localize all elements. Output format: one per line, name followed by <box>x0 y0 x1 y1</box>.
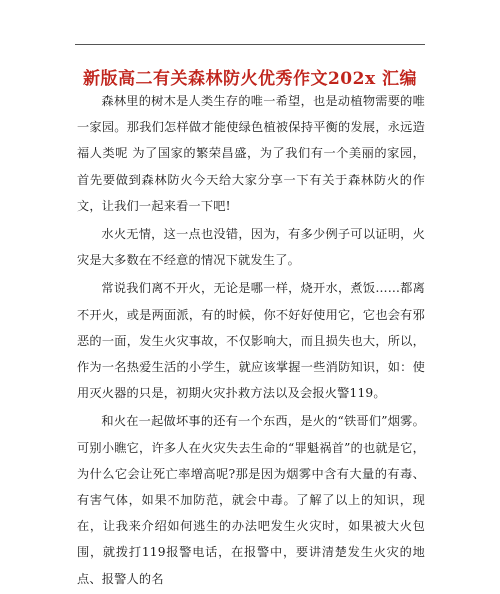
document-title: 新版高二有关森林防火优秀作文202x 汇编 <box>82 69 418 89</box>
paragraph-4: 和火在一起做坏事的还有一个东西，是火的“铁哥们”烟雾。可别小瞧它，许多人在火灾失去生命的“罪魁祸首”的也就是它，为什么它会让死亡率增高呢?那是因为烟雾中含有大量的有毒、有害气体，如果不加防范，就会中毒。了解了以上的知识，现在，让我来介绍如何逃生的办法吧发生火灾时，如果被大火包围，就拨打119报警电话，在报警中，要讲清楚发生火灾的地点、报警人的名 <box>77 414 425 586</box>
paragraph-2: 水火无情，这一点也没错，因为，有多少例子可以证明，火灾是大多数在不经意的情况下就发生了。 <box>77 227 425 268</box>
header-divider <box>75 44 425 45</box>
paragraph-1: 森林里的树木是人类生存的唯一希望，也是动植物需要的唯一家园。那我们怎样做才能使绿色植被保持平衡的发展，永远造福人类呢 为了国家的繁荣昌盛，为了我们有一个美丽的家园，首先要做到森林防火今天给大家分享一下有关于森林防火的作文，让我们一起来看一下吧! <box>77 94 425 213</box>
document-body <box>77 88 425 594</box>
paragraph-3: 常说我们离不开火，无论是哪一样，烧开水，煮饭……都离不开火，或是两面派，有的时候，你不好好使用它，它也会有邪恶的一面，发生火灾事故，不仅影响大，而且损失也大，所以，作为一名热爱生活的小学生，就应该掌握一些消防知识，如：使用灭火器的只是，初期火灾扑救方法以及会报火警119。 <box>77 281 425 401</box>
